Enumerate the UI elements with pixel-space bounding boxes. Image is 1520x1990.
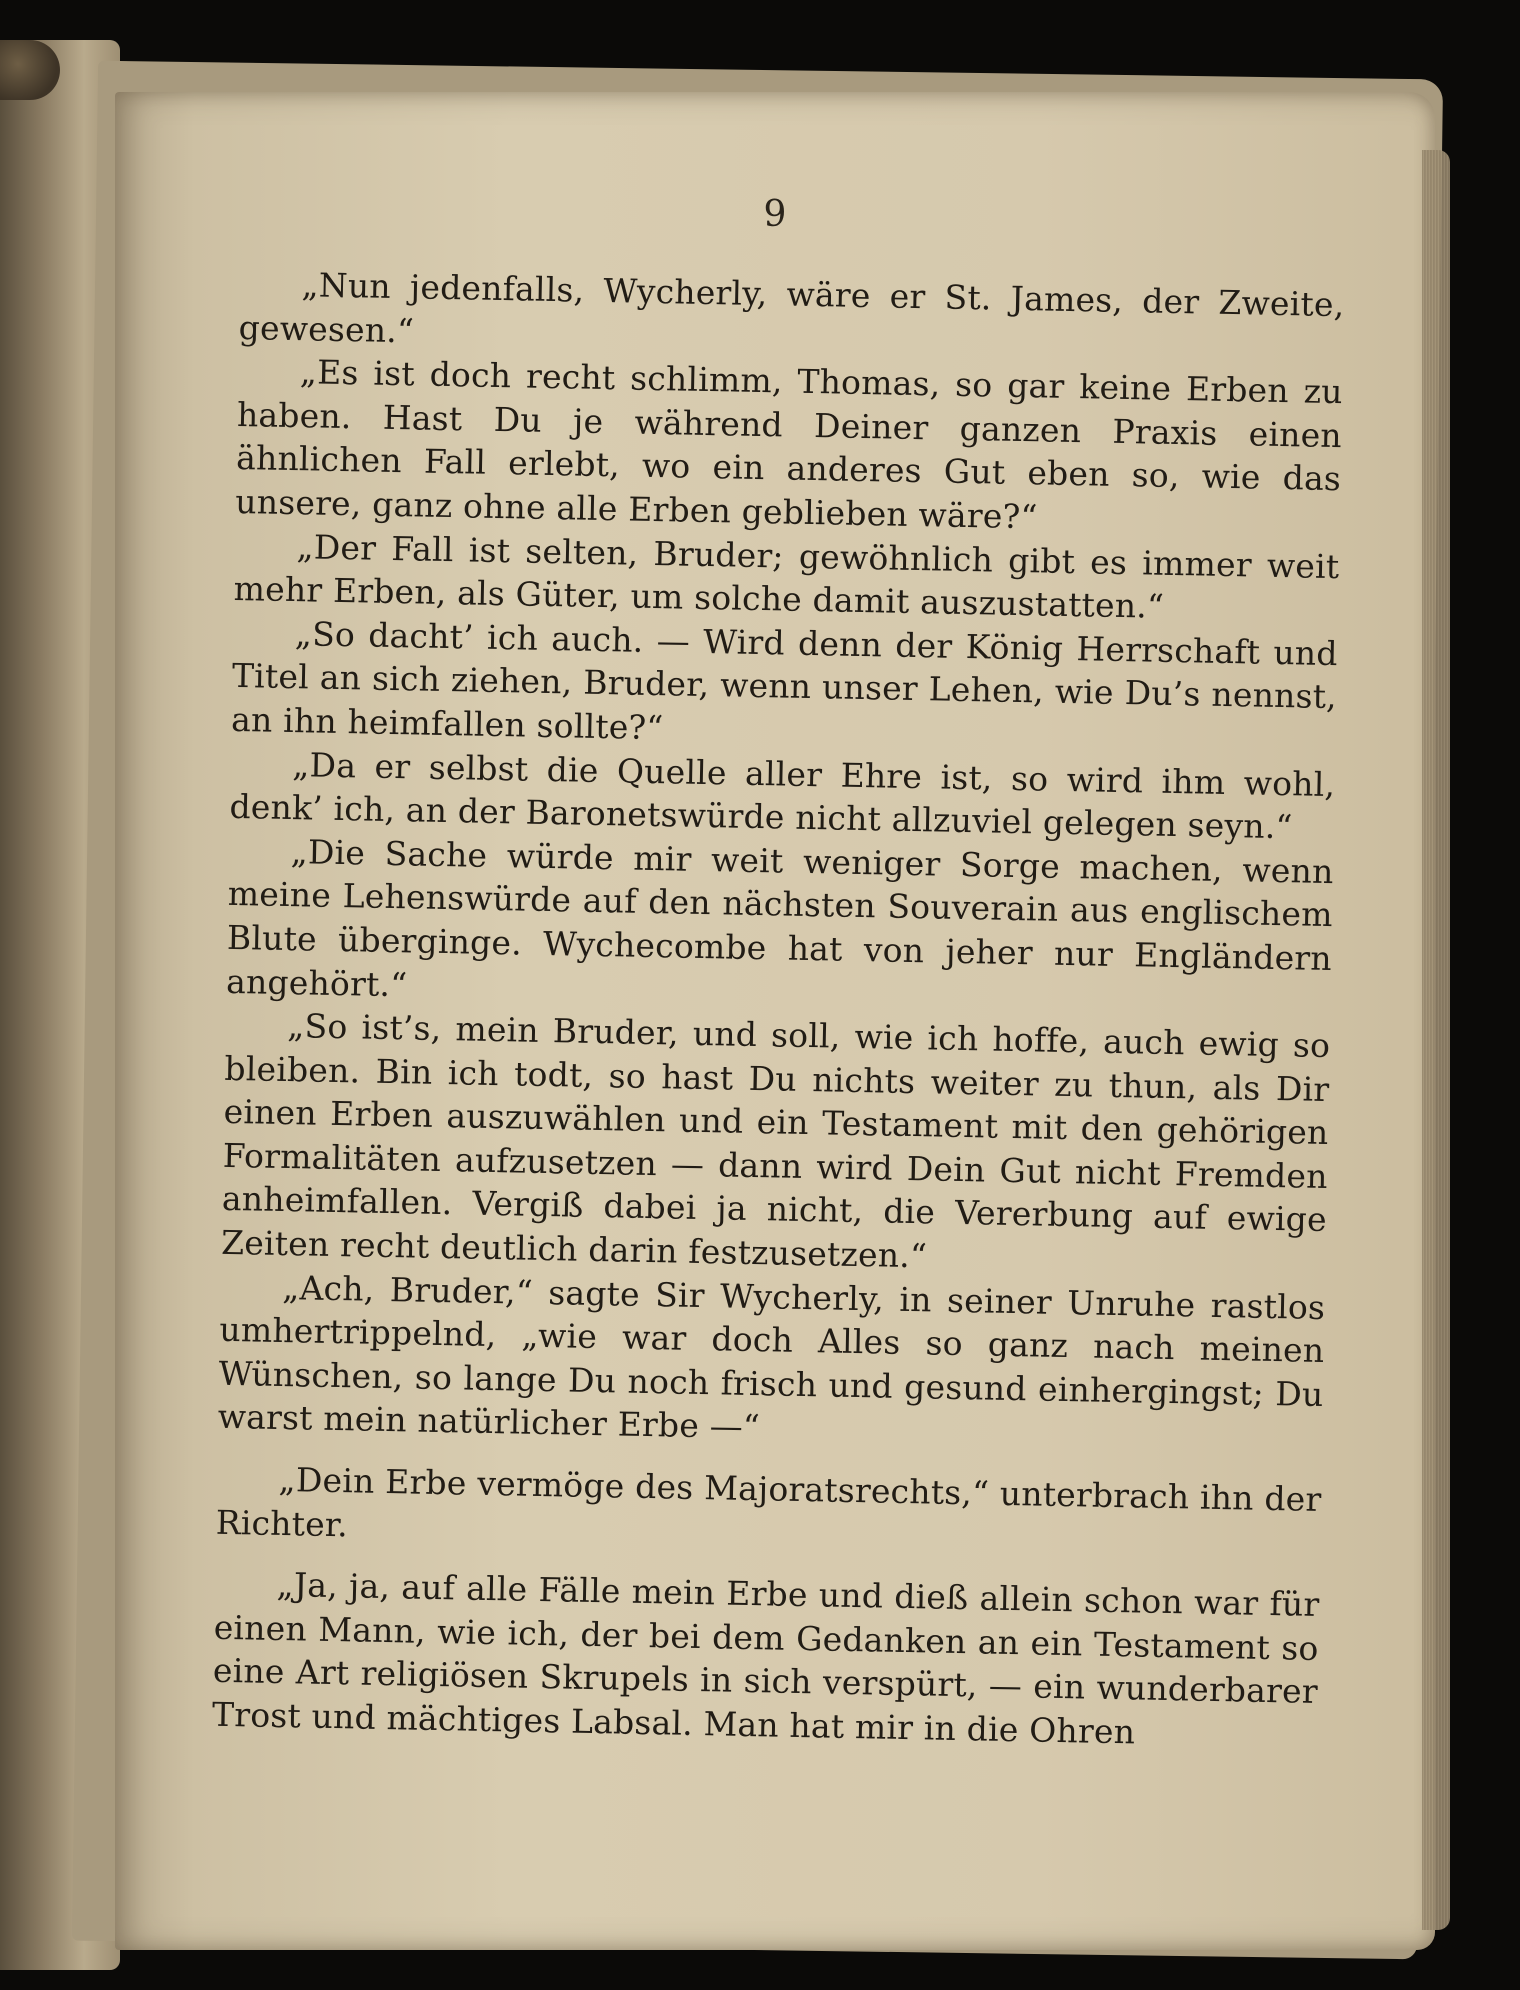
page-number: 9	[763, 194, 787, 235]
paragraph: „So ist’s, mein Bruder, und soll, wie ich hoffe, auch ewig so bleiben. Bin ich todt, so hast Du nichts weiter zu thun, als Dir einen Erben auszuwählen und ein Testament mit den gehörigen Formalitäten aufzusetzen — dann wird Dein Gut nicht Fremden anheimfallen. Vergiß dabei ja nicht, die Vererbung auf ewige Zeiten recht deutlich darin festzusetzen.“	[220, 1006, 1331, 1276]
paragraph: „Ach, Bruder,“ sagte Sir Wycherly, in seiner Unruhe rastlos umhertrippelnd, „wie war doch Alles so ganz nach meinen Wünschen, so lange Du noch frisch und gesund einhergingst; Du warst mein natürlicher Erbe —“	[217, 1267, 1326, 1447]
paragraph: „Nun jedenfalls, Wycherly, wäre er St. James, der Zweite, gewesen.“	[238, 265, 1345, 350]
paragraph: „Da er selbst die Quelle aller Ehre ist, so wird ihm wohl, denk’ ich, an der Baronetswürde nicht allzuviel gelegen seyn.“	[229, 744, 1336, 847]
paragraph: „Es ist doch recht schlimm, Thomas, so gar keine Erben zu haben. Hast Du je während Deiner ganzen Praxis einen ähnlichen Fall erlebt, wo ein anderes Gut eben so, wie das unsere, ganz ohne alle Erben geblieben wäre?“	[235, 352, 1344, 537]
book-page	[115, 92, 1435, 1950]
paragraph: „Ja, ja, auf alle Fälle mein Erbe und dieß allein schon war für einen Mann, wie ich, der bei dem Gedanken an ein Testament so eine Art religiösen Skrupels in sich verspürt, — ein wunderbarer Trost und mächtiges Labsal. Man hat mir in die Ohren	[211, 1565, 1320, 1752]
spine-headcap	[0, 40, 60, 100]
paragraph: „Dein Erbe vermöge des Majoratsrechts,“ unterbrach ihn der Richter.	[215, 1460, 1322, 1544]
body-text	[212, 262, 1345, 1758]
paragraph: „Die Sache würde mir weit weniger Sorge machen, wenn meine Lehenswürde auf den nächsten Souverain aus englischem Blute überginge. Wychecombe hat von jeher nur Engländern angehört.“	[225, 831, 1334, 1004]
page-fore-edge	[1422, 150, 1450, 1930]
paragraph: „Der Fall ist selten, Bruder; gewöhnlich gibt es immer weit mehr Erben, als Güter, um solche damit auszustatten.“	[233, 526, 1340, 626]
paragraph: „So dacht’ ich auch. — Wird denn der König Herrschaft und Titel an sich ziehen, Bruder, wenn unser Lehen, wie Du’s nennst, an ihn heimfallen sollte?“	[230, 613, 1339, 748]
